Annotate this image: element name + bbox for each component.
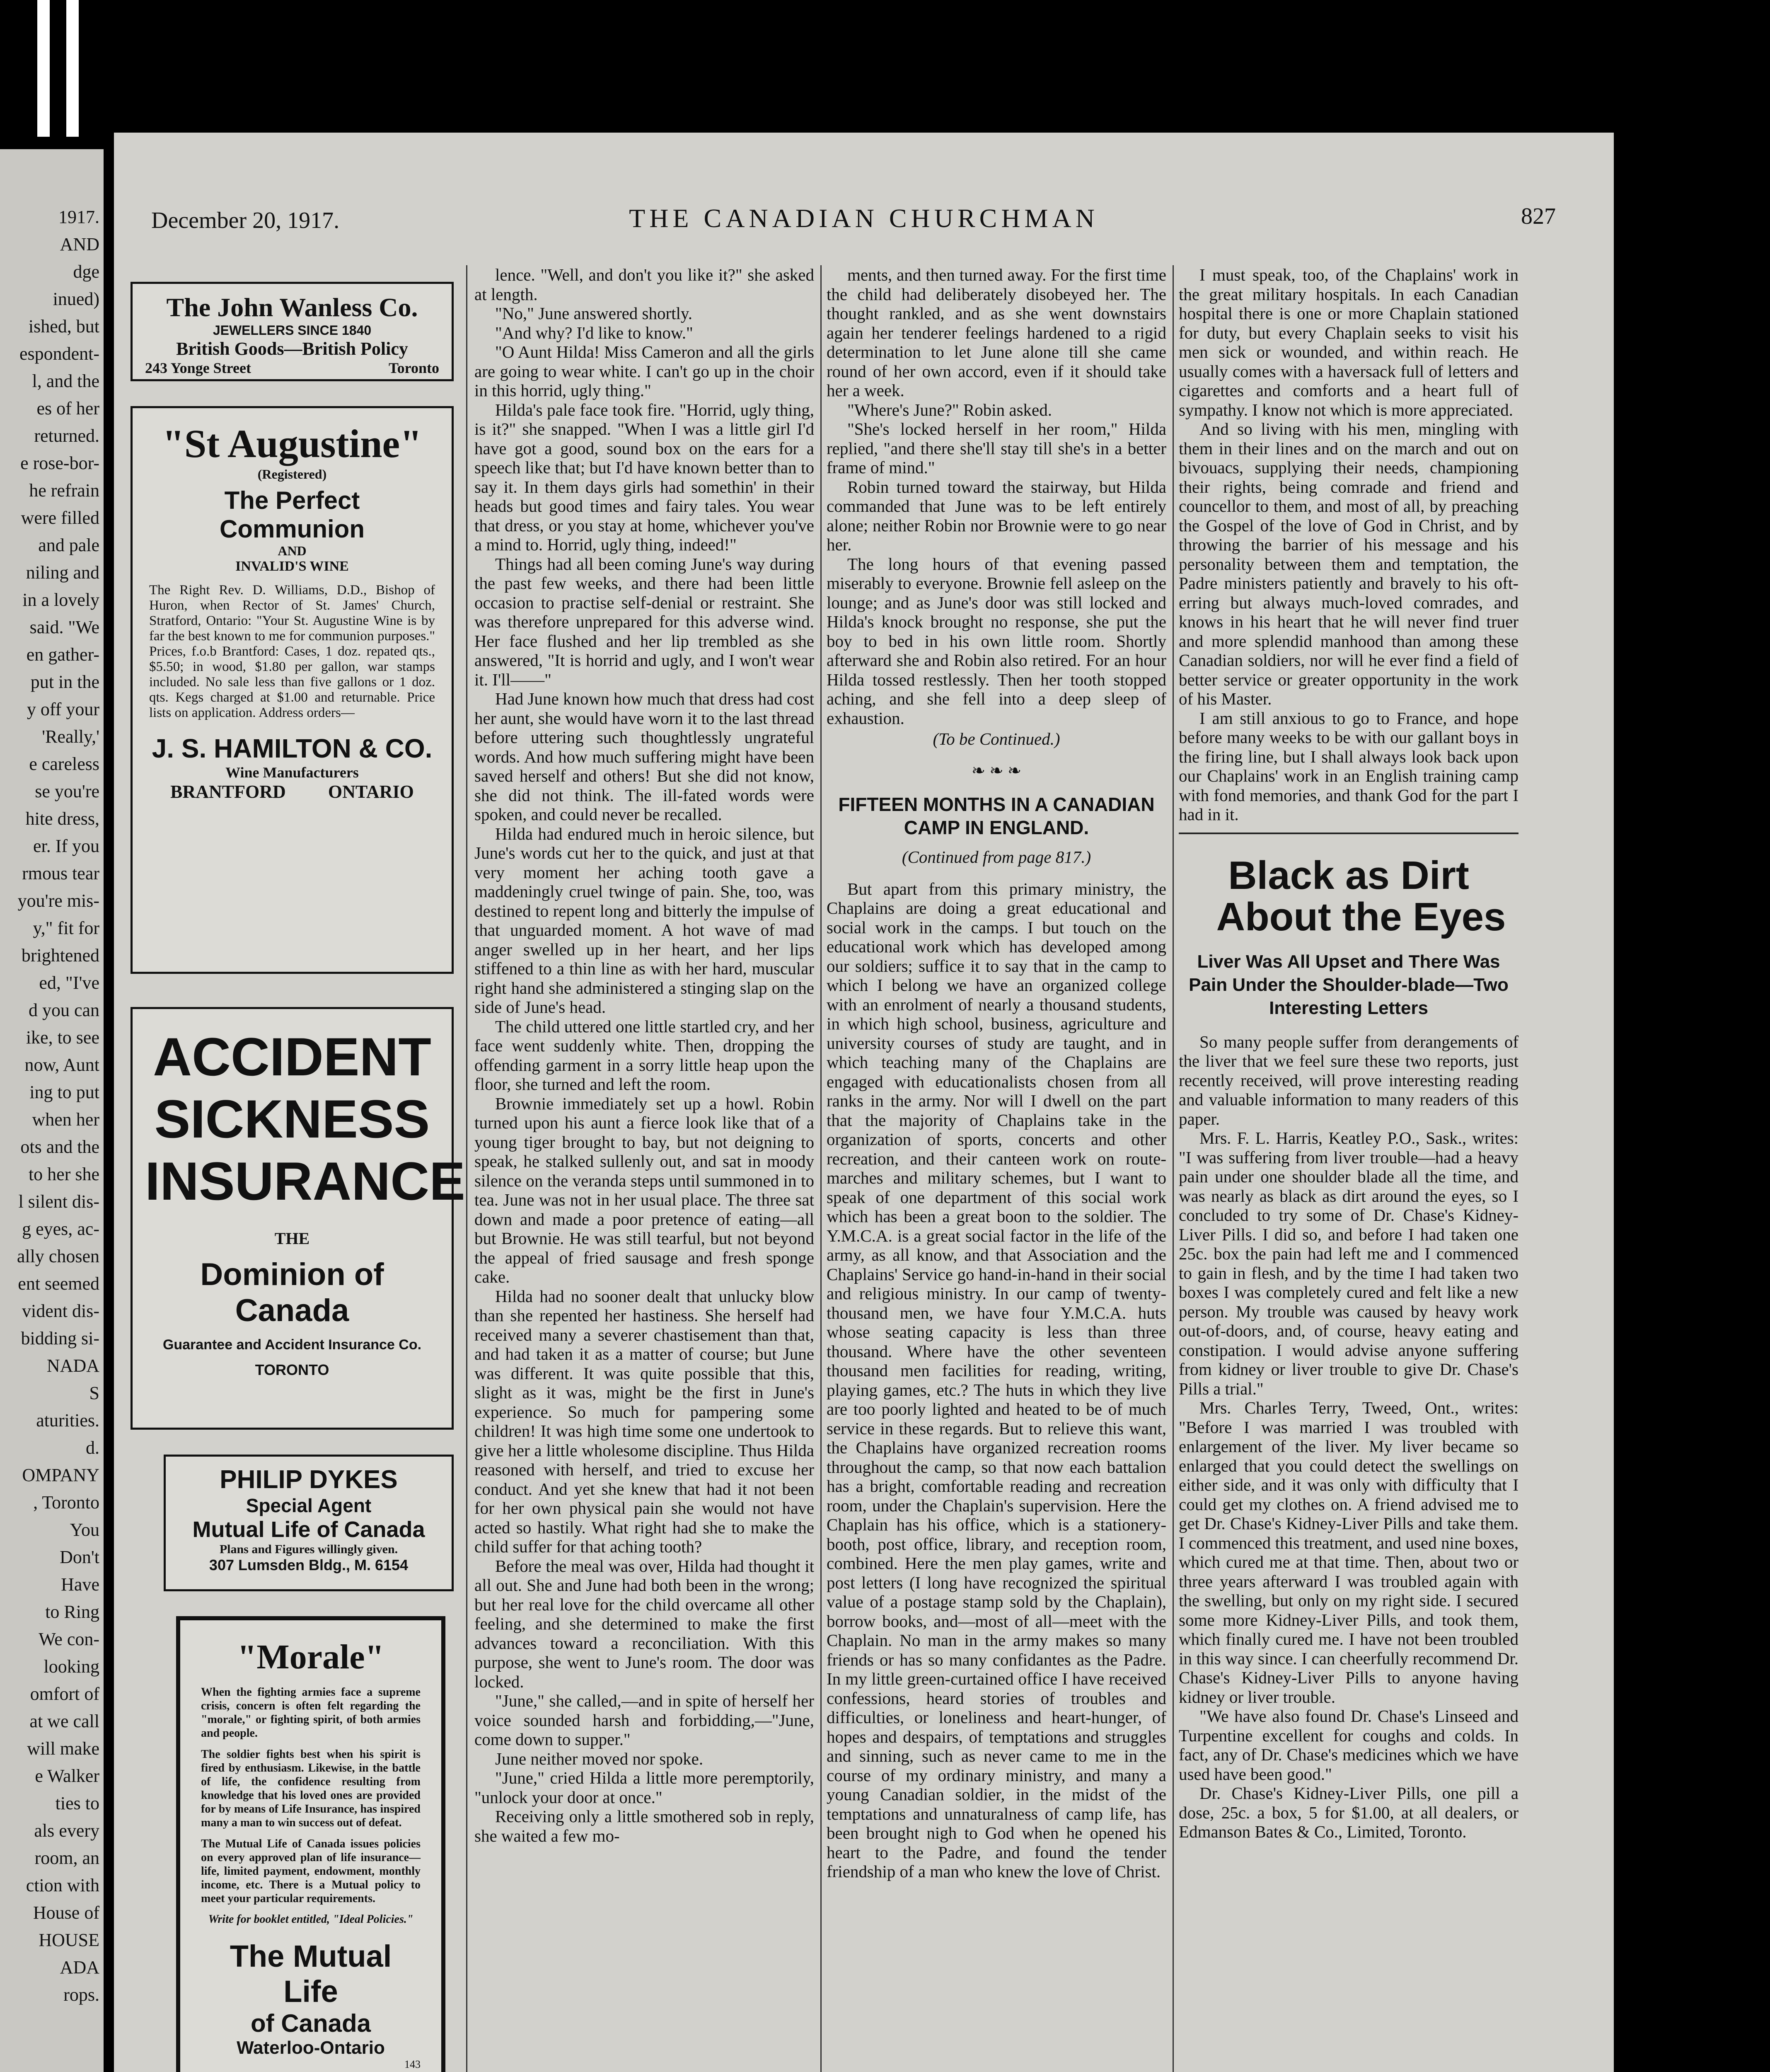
promo-paragraph: Dr. Chase's Kidney-Liver Pills, one pill a dose, 25c. a box, 5 for $1.00, at all dealers, or Edmanson Bates & Co., Limited, Toronto. [1179, 1784, 1519, 1841]
story-paragraph: Brownie immediately set up a howl. Robin turned upon his aunt a fierce look like that of a young tiger brought to bay, but not deigning to speak, he stalked sullenly out, and sat in moody silence on the veranda steps until summoned in to tea. June was not in her usual place. The three sat down and made a poor pretence of eating—all but Brownie. He was still tearful, but not beyond the appeal of fried sausage and fresh sponge cake. [474, 1094, 814, 1286]
promo-title-line-1: Black as Dirt [1228, 853, 1469, 898]
prev-page-line: g eyes, ac- [22, 1219, 99, 1239]
story-column-3 [827, 265, 1166, 2072]
prev-page-line: ing to put [29, 1082, 99, 1102]
ad-dykes-company: Mutual Life of Canada [192, 1517, 425, 1542]
prev-page-line: , Toronto [33, 1492, 99, 1513]
prev-page-line: d. [86, 1438, 99, 1458]
story-paragraph: Hilda's pale face took fire. "Horrid, ugly thing, is it?" she snapped. "When I was a little girl I'd have got a good, sound box on the ears for a speech like that; but I'd have known better than to say it. In them days girls had somethin' in their heads but good times and fairy tales. You wear that dress, or you stay at home, whichever you've a mind to. Horrid, ugly thing, indeed!" [474, 400, 814, 554]
story-paragraph: The child uttered one little startled cry, and her face went suddenly white. Then, dropping the offending garment in a sorry little heap upon the floor, she turned and left the room. [474, 1017, 814, 1094]
prev-page-line: looking [44, 1656, 99, 1677]
ad-morale-p3: The Mutual Life of Canada issues policies on every approved plan of life insurance—life, limited payment, endowment, monthly income, etc. There is a Mutual policy to meet your particular requirements. [201, 1837, 421, 1905]
article-conclusion [1179, 265, 1519, 824]
prev-page-line: er. If you [33, 836, 99, 856]
ad-morale-title: "Morale" [237, 1638, 384, 1676]
story-paragraph: Had June known how much that dress had cost her aunt, she would have worn it to the last thread before uttering such thoughtlessly ungrateful words. And how much suffering might have been saved herself and others! But she did not know, she did not think. The ill-fated words were spoken, and could never be recalled. [474, 689, 814, 824]
ad-accident-city: TORONTO [255, 1361, 329, 1378]
prev-page-line: omfort of [30, 1684, 99, 1704]
article-body [827, 879, 1166, 1881]
article-title: FIFTEEN MONTHS IN A CANADIAN CAMP IN ENGLAND. [838, 794, 1155, 838]
ad-accident-company: Dominion of Canada [200, 1257, 384, 1328]
prev-page-line: rmous tear [22, 863, 99, 884]
promo-paragraph: Mrs. Charles Terry, Tweed, Ont., writes: "Before I was married I was troubled with enlargement of the liver. My liver became so enlarged that you could detect the swellings on either side, and it was only with difficulty that I could get my clothes on. A friend advised me to get Dr. Chase's Kidney-Liver Pills and take them. I commenced this treatment, and used nine boxes, which cured me at that time. Then, about two or three years afterward I was troubled again with the swelling, but only on my right side. I secured some more Kidney-Liver Pills, and took them, which finally cured me. I have not been troubled in this way since. I can cheerfully recommend Dr. Chase's Kidney-Liver Pills to anyone having kidney or liver trouble. [1179, 1398, 1519, 1706]
prev-page-line: OMPANY [22, 1465, 99, 1485]
section-divider [1179, 833, 1519, 834]
prev-page-line: ction with [26, 1875, 99, 1895]
ad-dykes-name: PHILIP DYKES [220, 1465, 398, 1494]
story-paragraph: "And why? I'd like to know." [495, 323, 693, 342]
ad-augustine-manufacturers: Wine Manufacturers [225, 764, 359, 781]
ad-augustine-body: The Right Rev. D. Williams, D.D., Bishop of Huron, when Rector of St. James' Church, Stratford, Ontario: "Your St. Augustine Wine is by far the best known to me for communion purposes." Prices, f.o.b Brantford: Cases, 1 doz. repated qts., $5.50; in wood, $1.80 per gallon, war stamps included. No sale less than five gallons or 1 doz. qts. Kegs charged at $1.00 and returnable. Price lists on application. Address orders— [149, 583, 435, 720]
prev-page-line: dge [73, 261, 99, 282]
story-continuation [827, 265, 1166, 728]
story-column-4 [1179, 265, 1519, 2072]
story-paragraph: "June," she called,—and in spite of herself her voice sounded harsh and forbidding,—"June, come down to supper." [474, 1691, 814, 1749]
story-paragraph: lence. "Well, and don't you like it?" she asked at length. [474, 265, 814, 304]
article-paragraph: I must speak, too, of the Chaplains' work in the great military hospitals. In each Canadian hospital there is one or more Chaplain stationed for duty, but every Chaplain seeks to visit his men sick or wounded, and within reach. He usually comes with a haversack full of letters and cigarettes and comforts and a heart full of sympathy. I know not which is more appreciated. [1179, 265, 1519, 419]
publication-title: THE CANADIAN CHURCHMAN [629, 203, 1099, 233]
story-paragraph: "She's locked herself in her room," Hilda replied, "and there she'll stay till she's in a better frame of mind." [827, 419, 1166, 477]
ad-accident-sub: Guarantee and Accident Insurance Co. [162, 1337, 422, 1353]
prev-page-line: ed, "I've [39, 973, 99, 993]
prev-page-line: and pale [38, 535, 99, 555]
to-be-continued: (To be Continued.) [933, 729, 1060, 748]
prev-page-line: ent seemed [18, 1273, 99, 1294]
prev-page-line: at we call [29, 1711, 99, 1731]
ad-accident-line-1: ACCIDENT [153, 1026, 431, 1087]
ad-augustine-company: J. S. HAMILTON & CO. [152, 733, 433, 763]
ad-accident-line-2: SICKNESS [154, 1089, 430, 1149]
prev-page-line: now, Aunt [24, 1055, 99, 1075]
story-paragraph: The long hours of that evening passed miserably to everyone. Brownie fell asleep on the lounge; and as June's door was still locked and Hilda's knock brought no response, she put the boy to bed in his own little room. Shortly afterward she and Robin also retired. For an hour Hilda tossed restlessly. Then her tooth stopped aching, and she fell into a deep sleep of exhaustion. [827, 554, 1166, 728]
column-rule [466, 265, 467, 2072]
story-paragraph: Things had all been coming June's way during the past few weeks, and there had been little occasion to practise self-denial or restraint. She was therefore unprepared for this adverse wind. Her face flushed and her lip trembled as she answered, "It is horrid and ugly, and I won't wear it. I'll——" [474, 554, 814, 689]
prev-page-line: HOUSE [39, 1930, 99, 1950]
ad-augustine-city: BRANTFORD [170, 782, 286, 802]
ad-dykes-note: Plans and Figures willingly given. [219, 1542, 398, 1556]
prev-page-line: y off your [27, 699, 99, 719]
prev-page-line: e rose-bor- [20, 453, 99, 473]
prev-page-line: will make [27, 1738, 99, 1759]
prev-page-line: als every [34, 1820, 99, 1841]
prev-page-line: inued) [53, 289, 99, 309]
promo-body [1179, 1032, 1519, 1842]
ad-augustine-and: AND [278, 543, 307, 558]
prev-page-line: es of her [36, 398, 99, 419]
ad-philip-dykes [164, 1455, 454, 1591]
prev-page-line: e careless [29, 754, 99, 774]
ad-wanless-name: The John Wanless Co. [166, 293, 418, 322]
ad-morale-p4: Write for booklet entitled, "Ideal Policies." [208, 1913, 413, 1926]
prev-page-line: Have [61, 1574, 99, 1595]
prev-page-line: ADA [60, 1957, 99, 1978]
prev-page-line: returned. [34, 426, 99, 446]
ad-augustine-title: "St Augustine" [162, 421, 422, 466]
story-paragraph: Hilda had endured much in heroic silence, but June's words cut her to the quick, and just at that very moment her aching tooth gave a maddeningly cruel twinge of pain. She, too, was destined to repent long and bitterly the impulse of that unguarded moment. A hot wave of mad anger swelled up in her heart, and her lips stiffened to a thin line as with her hard, muscular right hand she administered a stinging slap on the side of June's head. [474, 824, 814, 1017]
prev-page-line: to Ring [45, 1602, 99, 1622]
ad-dykes-address: 307 Lumsden Bldg., M. 6154 [209, 1556, 409, 1573]
prev-page-line: espondent- [19, 344, 99, 364]
ad-john-wanless [131, 282, 454, 381]
prev-page-line: hite dress, [25, 808, 99, 829]
prev-page-line: d you can [28, 1000, 99, 1020]
article-paragraph: I am still anxious to go to France, and hope before many weeks to be with our gallant boys in the firing line, but I shall always look back upon our Chaplains' work in an English training camp with fond memories, and thank God for the part I had in it. [1179, 708, 1519, 824]
prev-page-line: were filled [21, 508, 99, 528]
prev-page-line: ike, to see [26, 1027, 99, 1048]
article-continued-note: (Continued from page 817.) [902, 847, 1091, 867]
prev-page-line: vident dis- [22, 1301, 99, 1321]
story-paragraph: Robin turned toward the stairway, but Hilda commanded that June was to be left entirely alone; neither Robin nor Brownie were to go near her. [827, 477, 1166, 554]
prev-page-line: ished, but [28, 316, 99, 336]
prev-page-line: brightened [21, 945, 99, 966]
prev-page-line: We con- [39, 1629, 99, 1649]
prev-page-line: ties to [55, 1793, 99, 1813]
film-edge-mark [37, 0, 50, 137]
promo-title-line-2: About the Eyes [1216, 894, 1506, 939]
story-paragraph: Hilda had no sooner dealt that unlucky blow than she repented her hastiness. She herself had received many a severer chastisement than that, and had taken it as a matter of course; but June was different. It was quite possible that this, slight as it was, might be the first in June's experience. So much for pampering some children! It was high time some one undertook to give her a little wholesome discipline. Thus Hilda reasoned with herself, and tried to excuse her conduct. And yet she knew that had it not been for her own physical pain she would not have acted so hastily. What right had she to make the child suffer for that aching tooth? [474, 1286, 814, 1556]
story-paragraph: "Where's June?" Robin asked. [847, 400, 1052, 419]
ad-dykes-role: Special Agent [246, 1495, 372, 1516]
prev-page-line: aturities. [36, 1410, 99, 1431]
prev-page-line: said. "We [29, 617, 99, 637]
prev-page-line: 'Really,' [42, 726, 99, 747]
prev-page-line: put in the [30, 672, 99, 692]
film-edge-mark [66, 0, 79, 137]
ad-st-augustine [131, 406, 454, 974]
prev-page-line: Don't [60, 1547, 99, 1567]
ad-morale-brand: The Mutual Life [230, 1939, 392, 2009]
prev-page-line: bidding si- [21, 1328, 99, 1348]
previous-page-fragment [0, 149, 104, 2072]
column-rule [1173, 265, 1174, 2072]
prev-page-line: he refrain [29, 480, 99, 501]
ad-morale-city: Waterloo-Ontario [237, 2038, 385, 2058]
newspaper-page [114, 133, 1614, 2072]
story-paragraph: "June," cried Hilda a little more peremptorily, "unlock your door at once." [474, 1768, 814, 1807]
promo-paragraph: Mrs. F. L. Harris, Keatley P.O., Sask., writes: "I was suffering from liver trouble—had a heavy pain under one shoulder blade all the time, and was nearly as black as dirt around the eyes, so I concluded to try some of Dr. Chase's Kidney-Liver Pills. I did so, and before I had taken one 25c. box the pain had left me and I commenced to gain in flesh, and by the time I had taken two boxes I was completely cured and felt like a new person. My trouble was caused by heavy work out-of-doors, and, of course, heavy eating and constipation. I would advise anyone suffering from kidney or liver trouble to give Dr. Chase's Pills a trial." [1179, 1128, 1519, 1398]
ad-augustine-sub: The Perfect Communion [220, 487, 365, 543]
prev-page-line: room, an [34, 1848, 99, 1868]
story-paragraph: June neither moved nor spoke. [495, 1749, 704, 1768]
prev-page-line: House of [33, 1903, 99, 1923]
prev-page-line: se you're [35, 781, 99, 801]
column-rule [820, 265, 822, 2072]
prev-page-line: l silent dis- [18, 1191, 99, 1212]
story-paragraph: Before the meal was over, Hilda had thought it all out. She and June had both been in the wrong; but her real love for the child overcame all other feeling, and she determined to make the first advances toward a reconciliation. With this purpose, she went to June's room. The door was locked. [474, 1556, 814, 1691]
ad-accident-insurance [131, 1007, 465, 1430]
ad-accident-line-3: INSURANCE [145, 1151, 465, 1211]
prev-page-line: You [70, 1520, 99, 1540]
prev-page-line: NADA [46, 1356, 99, 1376]
prev-page-line: niling and [26, 562, 99, 583]
ad-morale-p2: The soldier fights best when his spirit is fired by enthusiasm. Likewise, in the battle of life, the confidence resulting from knowledge that his loved ones are provided for by means of Life Insurance, has inspired many a man to win success out of defeat. [201, 1748, 421, 1829]
ad-augustine-wine: INVALID'S WINE [235, 559, 349, 574]
promo-paragraph: "We have also found Dr. Chase's Linseed and Turpentine excellent for coughs and colds. In fact, any of Dr. Chase's medicines which we have used have been good." [1179, 1706, 1519, 1784]
prev-page-line: S [89, 1383, 99, 1403]
story-column-2 [474, 265, 814, 2072]
prev-page-line: 1917. [58, 207, 99, 227]
ad-wanless-line: British Goods—British Policy [176, 339, 408, 359]
promo-article [1179, 842, 1519, 1842]
prev-page-line: to her she [28, 1164, 99, 1184]
prev-page-line: AND [60, 234, 99, 254]
section-ornament: ❧ ❧ ❧ [971, 761, 1022, 780]
ad-morale-p1: When the fighting armies face a supreme crisis, concern is often felt regarding the "morale," or fighting spirit, of both armies and people. [201, 1686, 421, 1740]
article-paragraph: And so living with his men, mingling with them in their lines and on the march and out on bivouacs, supplying their needs, championing their rights, being comrade and friend and councellor to them, and most of all, by preaching the Gospel of the love of God in Christ, and by throwing the barrier of his message and his personality between them and temptation, the Padre ministers patiently and bravely to his oft-erring but always much-loved comrades, and knows in his heart that he will never find truer and more splendid manhood than among these Canadian soldiers, nor will he ever find a field of better service or greater opportunity in the work of his Master. [1179, 419, 1519, 708]
prev-page-line: l, and the [32, 371, 99, 391]
issue-date: December 20, 1917. [151, 208, 340, 233]
ad-wanless-address: 243 Yonge Street [145, 360, 251, 376]
prev-page-line: en gather- [26, 644, 99, 665]
ad-morale-of: of Canada [250, 2009, 371, 2037]
ad-accident-the: THE [274, 1229, 310, 1248]
page-number: 827 [1521, 203, 1556, 229]
prev-page-line: you're mis- [17, 891, 99, 911]
article-paragraph: But apart from this primary ministry, the Chaplains are doing a great educational and social work in the camps. I but touch on the educational work which has developed among our soldiers; suffice it to say that in the camp to which I belong we have an organized college with an enrolment of nearly a thousand students, in which high school, business, agriculture and university courses of study are taught, and in which teaching many of the Chaplains are engaged with educationalists chosen from all ranks in the army. Nor will I dwell on the part that the majority of Chaplains take in the organization of sports, concerts and other recreation, and their canteen work on route-marches and military schemes, but I want to speak of one department of this social work which has been a great boon to the soldier. The Y.M.C.A. is a great social factor in the life of the army, as all know, and that Association and the Chaplains' Service go hand-in-hand in their social and religious ministry. In our camp of twenty-thousand men, we have four Y.M.C.A. huts whose seating capacity is less than three thousand. Where have the other seventeen thousand men facilities for reading, writing, playing games, etc.? The huts in which they live are too poorly lighted and heated to be of much service in these regards. But to relieve this want, the Chaplains have organized recreation rooms throughout the camp, so that now each battalion has a bright, comfortable reading and recreation room, under the Chaplain's supervision. Here the Chaplain has his office, which is a stationery-booth, post office, library, and reception room, combined. Here the men play games, write and post letters (I long have recognized the spiritual value of a postage stamp sold by the Chaplain), borrow books, and—most of all—meet with the Chaplain. No man in the army makes so many friends or has so many confidantes as the Padre. In my little green-curtained office I have received confessions, heard stories of troubles and difficulties, or loneliness and heart-hunger, of hopes and despairs, of temptations and struggles and sinning, such as never came to me in the course of my ordinary ministry, and many a young Canadian soldier, in the midst of the temptations and unnaturalness of camp life, has been brought nigh to God when he opened his heart to the Padre, and found the tender friendship of a man who knew the love of Christ. [827, 879, 1166, 1881]
story-paragraph: "O Aunt Hilda! Miss Cameron and all the girls are going to wear white. I can't go up in the choir in this horrid, ugly thing." [474, 342, 814, 400]
prev-page-line: when her [32, 1109, 99, 1130]
ad-morale-code: 143 [404, 2058, 421, 2070]
ad-wanless-city: Toronto [388, 360, 439, 376]
prev-page-line: ots and the [20, 1137, 99, 1157]
prev-page-line: ally chosen [17, 1246, 99, 1266]
ad-mutual-life-morale [176, 1616, 445, 2072]
story-paragraph: ments, and then turned away. For the first time the child had deliberately disobeyed her. The thought rankled, and as she went downstairs again her tenderer feelings hardened to a rigid determination to let June alone till she came round of her own accord, even if it should take her a week. [827, 265, 1166, 400]
page-header [114, 199, 1614, 236]
prev-page-line: rops. [63, 1985, 99, 2005]
ad-augustine-registered: (Registered) [257, 467, 327, 482]
story-paragraph: Receiving only a little smothered sob in reply, she waited a few mo- [474, 1807, 814, 1845]
prev-page-line: in a lovely [22, 590, 99, 610]
ad-wanless-tag: JEWELLERS SINCE 1840 [213, 323, 372, 338]
prev-page-line: y," fit for [33, 918, 99, 938]
story-paragraph: "No," June answered shortly. [495, 304, 693, 323]
prev-page-line: e Walker [35, 1766, 99, 1786]
promo-subhead: Liver Was All Upset and There Was Pain Under the Shoulder-blade—Two Interesting Letters [1189, 951, 1509, 1018]
ad-augustine-province: ONTARIO [328, 782, 414, 802]
promo-paragraph: So many people suffer from derangements of the liver that we feel sure these two reports, just recently received, will prove interesting reading and valuable information to many readers of this paper. [1179, 1032, 1519, 1128]
